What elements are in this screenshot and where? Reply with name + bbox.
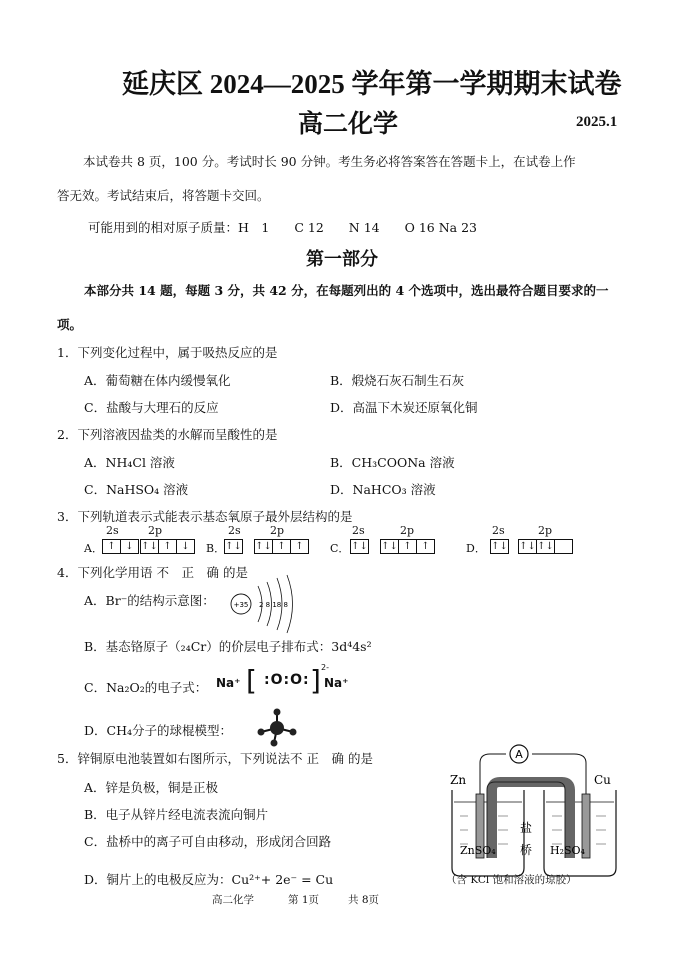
label-2p: 2p — [270, 524, 285, 537]
q2-option-a: A．NH₄Cl 溶液 — [84, 455, 175, 470]
bridge-label-2: 桥 — [520, 843, 533, 857]
orbital-2s: ↑↓ — [225, 541, 242, 552]
instruction-line2: 答无效。考试结束后，将答题卡交回。 — [57, 188, 270, 203]
q3-stem: 3．下列轨道表示式能表示基态氧原子最外层结构的是 — [57, 509, 353, 524]
sodium-ion-right: Na⁺ — [324, 676, 349, 690]
exam-date: 2025.1 — [576, 114, 618, 130]
q5-option-b: B．电子从锌片经电流表流向铜片 — [84, 807, 269, 822]
orbital-2p: ↑↓↑↓ — [518, 539, 573, 554]
q4-stem-a: 4．下列化学用语 — [57, 565, 153, 580]
footer-page: 第 1页 — [288, 894, 320, 906]
q4-option-b: B．基态铬原子（₂₄Cr）的价层电子排布式：3d⁴4s² — [84, 639, 372, 654]
label-2p: 2p — [400, 524, 415, 537]
part-intro-line1: 本部分共 14 题，每题 3 分，共 42 分，在每题列出的 4 个选项中，选出最符合题目要求的一 — [84, 283, 609, 298]
orbital-2s: ↑↓ — [491, 541, 508, 552]
q4-option-c: C．Na₂O₂的电子式： — [84, 680, 208, 695]
galvanic-cell-diagram — [446, 738, 626, 888]
bracket-right: ] — [310, 664, 321, 697]
q2-option-b: B．CH₃COONa 溶液 — [330, 455, 455, 470]
footer-subject: 高二化学 — [212, 894, 254, 906]
q4-option-d: D．CH₄分子的球棍模型： — [84, 723, 232, 738]
charge-label: 2- — [321, 663, 329, 672]
orbital-2p: ↑↓ ↑ ↓ — [140, 539, 195, 554]
q5-stem — [57, 749, 373, 767]
q4-stem-c: 的是 — [222, 565, 248, 580]
q4-stem — [57, 563, 248, 581]
label-2p: 2p — [538, 524, 553, 537]
label-2s: 2s — [492, 524, 505, 537]
orbital-2s: ↑↓ — [351, 541, 368, 552]
label-2p: 2p — [148, 524, 163, 537]
peroxide-core: :O:O: — [264, 672, 310, 688]
nucleus-label: +35 — [233, 601, 249, 609]
q2-stem: 2．下列溶液因盐类的水解而呈酸性的是 — [57, 427, 278, 442]
bridge-label-1: 盐 — [520, 821, 533, 835]
q5-stem-c: 的是 — [347, 751, 373, 766]
q4-stem-emph: 不 正 确 — [156, 565, 219, 580]
orbital-2p: ↑↓ ↑ ↑ — [380, 539, 435, 554]
q2-option-c: C．NaHSO₄ 溶液 — [84, 482, 189, 497]
q1-option-c: C．盐酸与大理石的反应 — [84, 400, 219, 415]
methane-ball-stick-model — [254, 708, 300, 748]
figure-caption: （含 KCl 饱和溶液的琼胶） — [446, 874, 577, 886]
right-beaker — [544, 790, 616, 876]
q5-stem-a: 5．锌铜原电池装置如右图所示，下列说法不 — [57, 751, 303, 766]
ammeter-label: A — [515, 748, 523, 761]
option-letter: A． — [84, 542, 103, 555]
option-letter: D． — [466, 542, 486, 555]
q3-option-c — [330, 524, 440, 558]
option-letter: B． — [206, 542, 226, 555]
exam-subtitle: 高二化学 — [298, 111, 399, 138]
footer-total: 共 8页 — [348, 894, 380, 906]
sodium-ion-left: Na⁺ — [216, 676, 241, 690]
q1-option-d: D．高温下木炭还原氧化铜 — [330, 400, 478, 415]
q1-option-a: A．葡萄糖在体内缓慢氧化 — [84, 373, 231, 388]
q5-option-c: C．盐桥中的离子可自由移动，形成闭合回路 — [84, 834, 332, 849]
q5-option-d: D．铜片上的电极反应为：Cu²⁺+ 2e⁻ = Cu — [84, 872, 334, 887]
q3-option-b — [206, 524, 316, 558]
orbital-2s: ↑ ↓ — [102, 539, 139, 554]
part-heading: 第一部分 — [306, 249, 378, 270]
zinc-label: Zn — [450, 773, 467, 787]
label-2s: 2s — [106, 524, 119, 537]
label-2s: 2s — [352, 524, 365, 537]
q3-option-d — [466, 524, 586, 558]
q3-option-a — [84, 524, 204, 558]
q2-option-d: D．NaHCO₃ 溶液 — [330, 482, 436, 497]
atomic-masses: 可能用到的相对原子质量：H 1 C 12 N 14 O 16 Na 23 — [88, 220, 477, 235]
option-letter: C． — [330, 542, 350, 555]
bromide-structure-diagram — [228, 572, 308, 636]
q5-stem-emph: 正 确 — [306, 751, 344, 766]
shell-electrons: 2 8 18 8 — [259, 601, 288, 609]
q1-stem: 1．下列变化过程中，属于吸热反应的是 — [57, 345, 278, 360]
q5-option-a: A．锌是负极，铜是正极 — [84, 780, 219, 795]
copper-label: Cu — [594, 773, 611, 787]
right-solution-label: H₂SO₄ — [550, 844, 585, 857]
instruction-line1: 本试卷共 8 页，100 分。考试时长 90 分钟。考生务必将答案答在答题卡上，在试卷上作 — [83, 154, 576, 169]
orbital-2p: ↑↓ ↑ ↑ — [254, 539, 309, 554]
part-intro-line2: 项。 — [57, 317, 83, 332]
left-solution-label: ZnSO₄ — [460, 844, 496, 857]
bracket-left: [ — [246, 664, 257, 697]
q1-option-b: B．煅烧石灰石制生石灰 — [330, 373, 465, 388]
exam-title: 延庆区 2024—2025 学年第一学期期末试卷 — [122, 69, 622, 99]
q4-option-a: A．Br⁻的结构示意图： — [84, 593, 215, 608]
label-2s: 2s — [228, 524, 241, 537]
